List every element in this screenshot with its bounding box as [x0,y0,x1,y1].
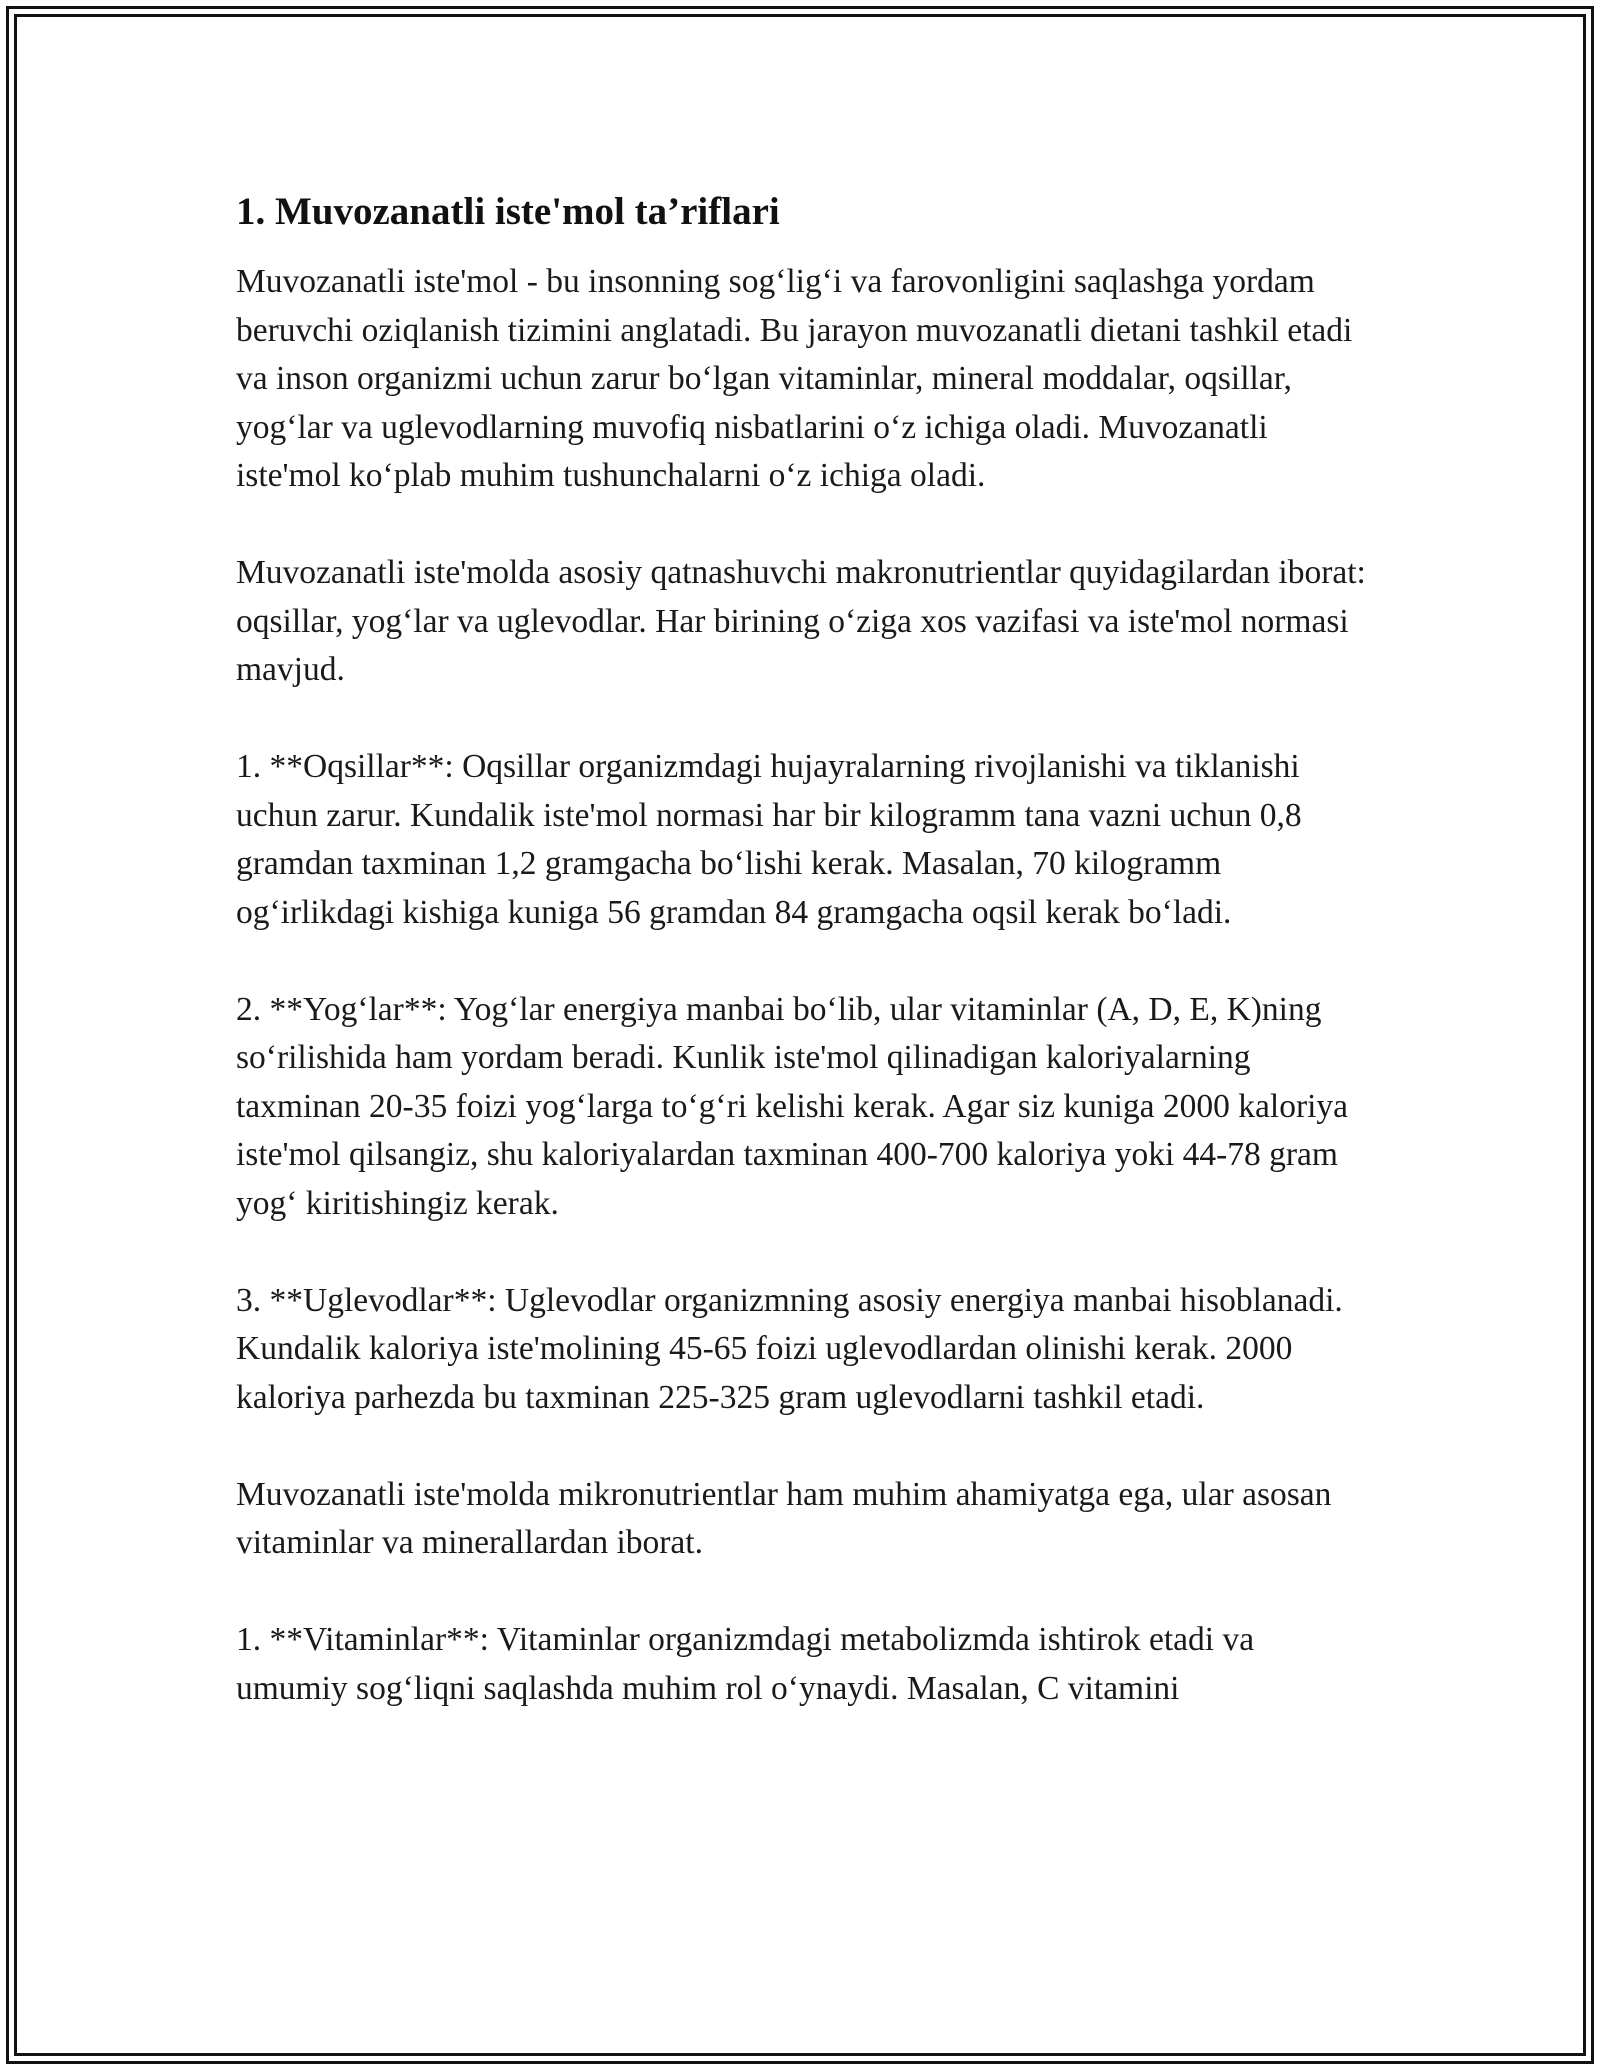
paragraph-proteins: 1. **Oqsillar**: Oqsillar organizmdagi hujayralarning rivojlanishi va tiklanishi uchun zarur. Kundalik iste'mol normasi har bir kilogramm tana vazni uchun 0,8 gramdan taxminan 1,2 gramgacha bo‘lishi kerak. Masalan, 70 kilogramm og‘irlikdagi kishiga kuniga 56 gramdan 84 gramgacha oqsil kerak bo‘ladi. [236,748,1302,931]
paragraph-micronutrients-intro: Muvozanatli iste'molda mikronutrientlar ham muhim ahamiyatga ega, ular asosan vitaminlar va minerallardan iborat. [236,1475,1332,1561]
paragraph-definition: Muvozanatli iste'mol - bu insonning sog‘lig‘i va farovonligini saqlashga yordam beruvchi oziqlanish tizimini anglatadi. Bu jarayon muvozanatli dietani tashkil etadi va inson organizmi uchun zarur bo‘lgan vitaminlar, mineral moddalar, oqsillar, yog‘lar va uglevodlarning muvofiq nisbatlarini o‘z ichiga oladi. Muvozanatli iste'mol ko‘plab muhim tushunchalarni o‘z ichiga oladi. [236,263,1353,494]
page-title: 1. Muvozanatli iste'mol ta’riflari [236,190,780,233]
document-body [236,186,1366,1762]
paragraph-fats: 2. **Yog‘lar**: Yog‘lar energiya manbai bo‘lib, ular vitaminlar (A, D, E, K)ning so‘rilishida ham yordam beradi. Kunlik iste'mol qilinadigan kaloriyalarning taxminan 20-35 foizi yog‘larga to‘g‘ri kelishi kerak. Agar siz kuniga 2000 kaloriya iste'mol qilsangiz, shu kaloriyalardan taxminan 400-700 kaloriya yoki 44-78 gram yog‘ kiritishingiz kerak. [236,990,1349,1222]
paragraph-carbohydrates: 3. **Uglevodlar**: Uglevodlar organizmning asosiy energiya manbai hisoblanadi. Kundalik kaloriya iste'molining 45-65 foizi uglevodlardan olinishi kerak. 2000 kaloriya parhezda bu taxminan 225-325 gram uglevodlarni tashkil etadi. [236,1281,1343,1416]
paragraph-macronutrients-intro: Muvozanatli iste'molda asosiy qatnashuvchi makronutrientlar quyidagilardan iborat: oqsillar, yog‘lar va uglevodlar. Har birining o‘ziga xos vazifasi va iste'mol normasi mavjud. [236,554,1366,688]
paragraph-vitamins: 1. **Vitaminlar**: Vitaminlar organizmdagi metabolizmda ishtirok etadi va umumiy sog‘liqni saqlashda muhim rol o‘ynaydi. Masalan, C vitamini [236,1621,1255,1707]
